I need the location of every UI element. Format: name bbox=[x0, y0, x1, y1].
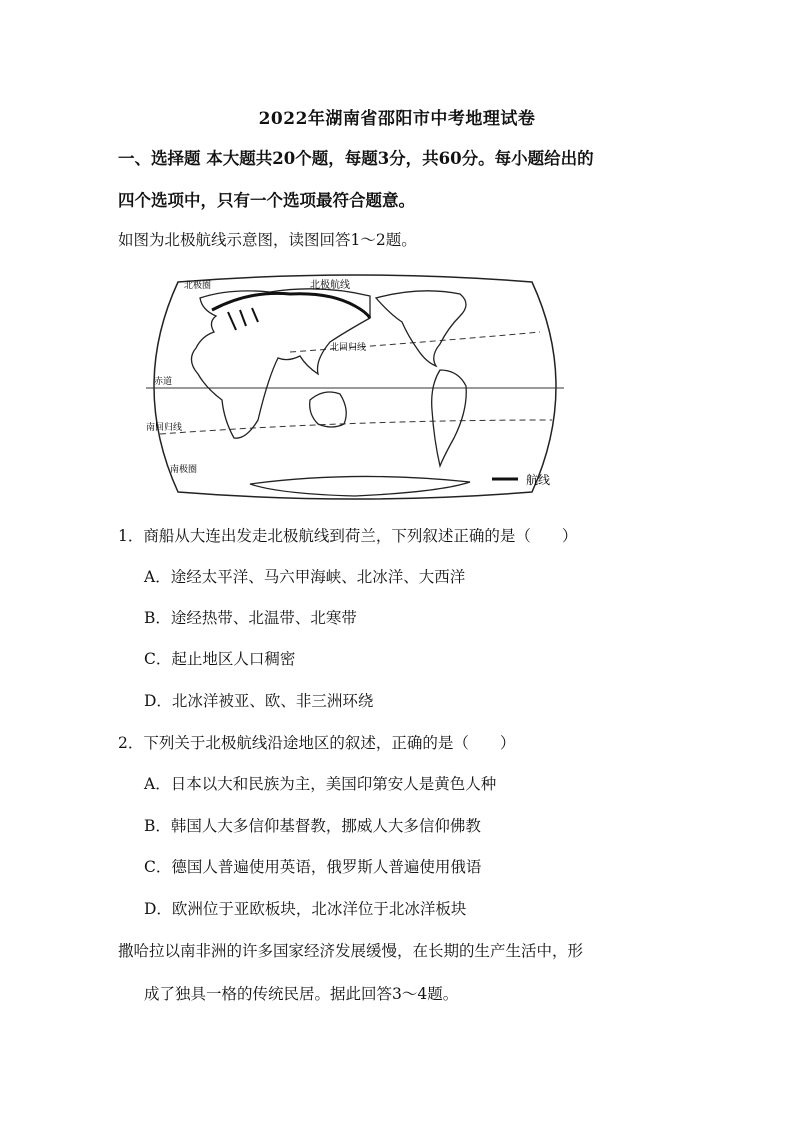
section-instruction-line2: 四个选项中，只有一个选项最符合题意。 bbox=[118, 191, 415, 210]
label-tropic-of-capricorn: 南回归线 bbox=[146, 423, 183, 433]
question-2-option-b: B．韩国人大多信仰基督教，挪威人大多信仰佛教 bbox=[144, 817, 481, 835]
question-1-option-b: B．途经热带、北温带、北寒带 bbox=[144, 609, 357, 627]
australia-outline bbox=[310, 392, 347, 427]
legend-route-label: 航线 bbox=[526, 473, 551, 487]
question-1-option-a: A．途经太平洋、马六甲海峡、北冰洋、大西洋 bbox=[144, 568, 466, 586]
map-intro: 如图为北极航线示意图，读图回答1～2题。 bbox=[118, 231, 417, 249]
section-instruction-line1: 一、选择题 本大题共20个题，每题3分，共60分。每小题给出的 bbox=[118, 149, 594, 168]
question-1-option-c: C．起止地区人口稠密 bbox=[144, 650, 296, 668]
route-hatching bbox=[228, 308, 258, 330]
page-title: 2022年湖南省邵阳市中考地理试卷 bbox=[258, 109, 536, 129]
question-1-option-d: D．北冰洋被亚、欧、非三洲环绕 bbox=[144, 692, 374, 710]
arctic-route-map bbox=[140, 270, 570, 502]
tropic-of-cancer-line bbox=[290, 332, 540, 352]
question-2-option-c: C．德国人普遍使用英语，俄罗斯人普遍使用俄语 bbox=[144, 858, 482, 876]
label-arctic-route: 北极航线 bbox=[310, 280, 350, 291]
label-antarctic-circle: 南极圈 bbox=[170, 465, 198, 475]
label-equator: 赤道 bbox=[154, 377, 173, 387]
arctic-route-path bbox=[212, 293, 370, 318]
passage-line1: 撒哈拉以南非洲的许多国家经济发展缓慢，在长期的生产生活中，形 bbox=[118, 942, 584, 960]
world-map-figure bbox=[140, 270, 570, 502]
south-america-outline bbox=[432, 370, 467, 466]
passage-line2: 成了独具一格的传统民居。据此回答3～4题。 bbox=[144, 985, 459, 1003]
question-2-option-d: D．欧洲位于亚欧板块，北冰洋位于北冰洋板块 bbox=[144, 900, 467, 918]
antarctica-outline bbox=[250, 476, 470, 496]
question-2-option-a: A．日本以大和民族为主，美国印第安人是黄色人种 bbox=[144, 775, 497, 793]
eurasia-africa-outline bbox=[191, 289, 370, 438]
question-2-stem: 2．下列关于北极航线沿途地区的叙述，正确的是（ ） bbox=[118, 734, 516, 752]
tropic-of-capricorn-line bbox=[160, 420, 552, 434]
label-arctic-circle: 北极圈 bbox=[184, 281, 212, 291]
north-america-outline bbox=[376, 291, 466, 366]
question-1-stem: 1．商船从大连出发走北极航线到荷兰，下列叙述正确的是（ ） bbox=[118, 527, 578, 545]
label-tropic-of-cancer: 北回归线 bbox=[330, 343, 367, 353]
